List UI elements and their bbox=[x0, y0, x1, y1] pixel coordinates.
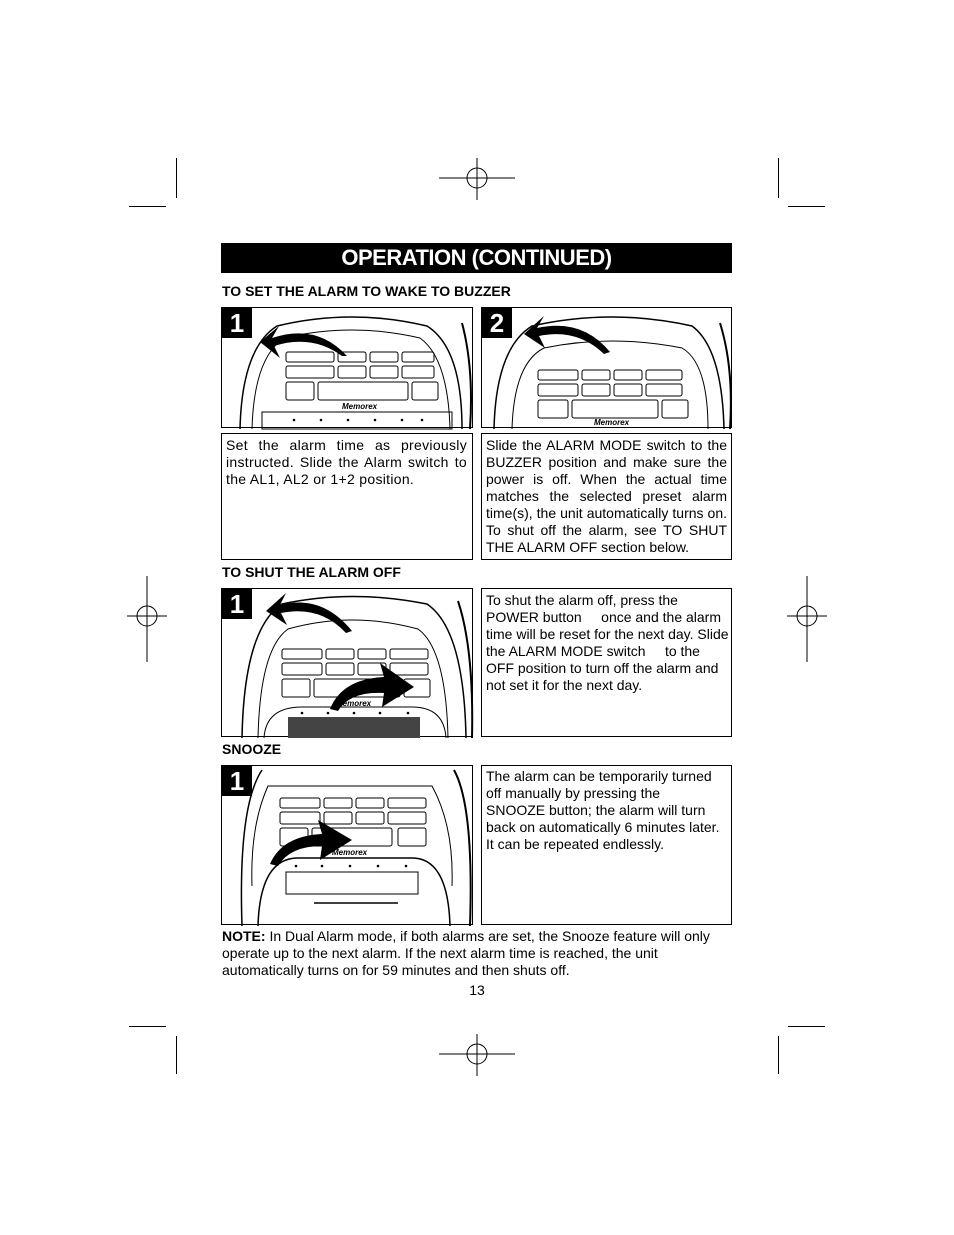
clock-radio-illustration bbox=[482, 308, 733, 429]
snooze-text-box bbox=[481, 765, 732, 925]
buzzer-step1-illustration bbox=[221, 307, 473, 428]
page-number: 13 bbox=[469, 982, 485, 998]
buzzer-step1-text-box bbox=[221, 433, 473, 560]
crop-mark bbox=[778, 158, 779, 198]
note-paragraph bbox=[222, 928, 722, 979]
brand-logo: Memorex bbox=[332, 848, 368, 857]
brand-logo: Memorex bbox=[336, 699, 372, 708]
buzzer-step2-text-box bbox=[481, 433, 732, 560]
brand-logo: Memorex bbox=[342, 402, 378, 411]
instruction-text: To shut the alarm off, press the POWER button once and the alarm time will be reset for the next day. Slide the ALARM MODE switch to the OFF position to turn off the alarm and not set it for the next day. bbox=[486, 592, 733, 693]
step-number: 1 bbox=[222, 589, 252, 619]
clock-radio-illustration bbox=[222, 589, 474, 738]
shut-off-text-box bbox=[481, 588, 732, 737]
buzzer-step2-illustration bbox=[481, 307, 732, 428]
registration-target-icon bbox=[787, 576, 827, 662]
step-number: 1 bbox=[222, 766, 252, 796]
section-title-buzzer: TO SET THE ALARM TO WAKE TO BUZZER bbox=[222, 283, 511, 299]
crop-mark bbox=[788, 206, 825, 207]
section-title-shut-off: TO SHUT THE ALARM OFF bbox=[222, 564, 401, 580]
shut-off-illustration bbox=[221, 588, 473, 737]
crop-mark bbox=[129, 1026, 166, 1027]
note-label: NOTE: bbox=[222, 928, 266, 944]
page-title: OPERATION (CONTINUED) bbox=[221, 243, 732, 273]
step-number: 2 bbox=[482, 308, 512, 338]
note-text: In Dual Alarm mode, if both alarms are set, the Snooze feature will only operate up to the next alarm. If the next alarm time is reached, the unit automatically turns on for 59 minutes and then shuts off. bbox=[222, 928, 710, 978]
crop-mark bbox=[788, 1026, 825, 1027]
step-number: 1 bbox=[222, 308, 252, 338]
brand-logo: Memorex bbox=[594, 418, 630, 427]
registration-target-icon bbox=[127, 576, 167, 662]
instruction-text: Slide the ALARM MODE switch to the BUZZER position and make sure the power is off. When the actual time matches the selected preset alarm time(s), the unit automatically turns on. To shut off the alarm, see TO SHUT THE ALARM OFF section below. bbox=[486, 437, 727, 555]
crop-mark bbox=[176, 158, 177, 198]
crop-mark bbox=[129, 206, 166, 207]
crop-mark bbox=[176, 1036, 177, 1074]
registration-target-icon bbox=[439, 158, 515, 200]
instruction-text: The alarm can be temporarily turned off manually by pressing the SNOOZE button; the alarm will turn back on automatically 6 minutes later. It can be repeated endlessly. bbox=[486, 768, 720, 852]
snooze-illustration bbox=[221, 765, 473, 925]
instruction-text: Set the alarm time as previously instructed. Slide the Alarm switch to the AL1, AL2 or 1+2 position. bbox=[226, 437, 467, 487]
registration-target-icon bbox=[439, 1034, 515, 1076]
clock-radio-illustration bbox=[222, 766, 474, 926]
section-title-snooze: SNOOZE bbox=[222, 741, 282, 757]
crop-mark bbox=[778, 1036, 779, 1074]
